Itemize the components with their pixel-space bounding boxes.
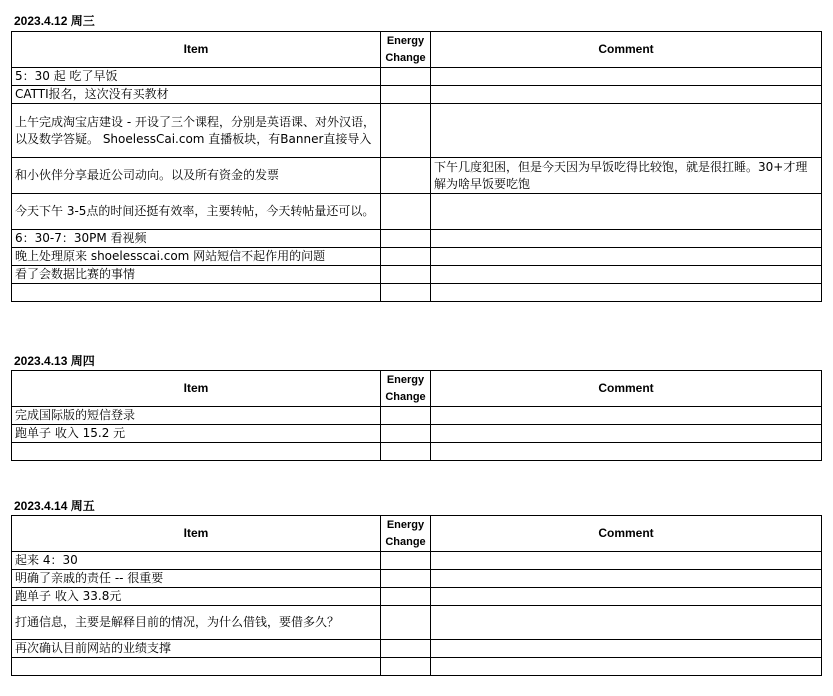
comment-cell[interactable] bbox=[431, 104, 822, 158]
item-cell[interactable]: 明确了亲戚的责任 -- 很重要 bbox=[12, 570, 381, 588]
table-row bbox=[12, 658, 822, 676]
table-row bbox=[12, 588, 822, 606]
header-row bbox=[12, 371, 822, 407]
table-row bbox=[12, 104, 822, 158]
energy-header-line1: Energy bbox=[386, 34, 425, 47]
item-cell[interactable]: 打通信息，主要是解释目前的情况，为什么借钱，要借多久？ bbox=[12, 606, 381, 640]
energy-cell[interactable] bbox=[381, 407, 431, 425]
item-header: Item bbox=[12, 32, 381, 68]
item-cell[interactable]: 跑单子 收入 33.8元 bbox=[12, 588, 381, 606]
comment-cell[interactable]: 下午几度犯困，但是今天因为早饭吃得比较饱，就是很扛睡。30+才理解为啥早饭要吃饱 bbox=[431, 158, 822, 194]
energy-cell[interactable] bbox=[381, 425, 431, 443]
table-row bbox=[12, 68, 822, 86]
energy-header-line2: Change bbox=[385, 390, 426, 403]
item-cell[interactable]: 再次确认目前网站的业绩支撑 bbox=[12, 640, 381, 658]
energy-cell[interactable] bbox=[381, 104, 431, 158]
table-row bbox=[12, 640, 822, 658]
comment-cell[interactable] bbox=[431, 86, 822, 104]
item-cell[interactable]: 完成国际版的短信登录 bbox=[12, 407, 381, 425]
journal-table bbox=[11, 370, 822, 461]
energy-cell[interactable] bbox=[381, 86, 431, 104]
energy-header bbox=[381, 371, 431, 407]
item-cell[interactable]: CATTI报名，这次没有买教材 bbox=[12, 86, 381, 104]
energy-cell[interactable] bbox=[381, 158, 431, 194]
header-row bbox=[12, 516, 822, 552]
table-row bbox=[12, 443, 822, 461]
energy-cell[interactable] bbox=[381, 606, 431, 640]
energy-cell[interactable] bbox=[381, 552, 431, 570]
table-row bbox=[12, 552, 822, 570]
comment-cell[interactable] bbox=[431, 194, 822, 230]
comment-cell[interactable] bbox=[431, 552, 822, 570]
journal-table bbox=[11, 515, 822, 676]
comment-cell[interactable] bbox=[431, 588, 822, 606]
energy-header bbox=[381, 32, 431, 68]
comment-header: Comment bbox=[431, 371, 822, 407]
item-header: Item bbox=[12, 371, 381, 407]
date-heading: 2023.4.14 周五 bbox=[14, 499, 95, 513]
table-row bbox=[12, 248, 822, 266]
energy-header-line1: Energy bbox=[386, 373, 425, 386]
journal-table bbox=[11, 31, 822, 302]
comment-cell[interactable] bbox=[431, 407, 822, 425]
date-heading: 2023.4.13 周四 bbox=[14, 354, 95, 368]
table-row bbox=[12, 284, 822, 302]
item-header: Item bbox=[12, 516, 381, 552]
energy-header-line2: Change bbox=[385, 51, 426, 64]
table-row bbox=[12, 407, 822, 425]
energy-cell[interactable] bbox=[381, 570, 431, 588]
comment-cell[interactable] bbox=[431, 606, 822, 640]
energy-cell[interactable] bbox=[381, 284, 431, 302]
item-cell[interactable]: 起来 4：30 bbox=[12, 552, 381, 570]
item-cell[interactable] bbox=[12, 443, 381, 461]
comment-cell[interactable] bbox=[431, 658, 822, 676]
comment-cell[interactable] bbox=[431, 266, 822, 284]
table-row bbox=[12, 606, 822, 640]
energy-header bbox=[381, 516, 431, 552]
energy-cell[interactable] bbox=[381, 68, 431, 86]
comment-cell[interactable] bbox=[431, 570, 822, 588]
item-cell[interactable]: 跑单子 收入 15.2 元 bbox=[12, 425, 381, 443]
item-cell[interactable]: 看了会数据比赛的事情 bbox=[12, 266, 381, 284]
date-heading: 2023.4.12 周三 bbox=[14, 14, 95, 28]
energy-cell[interactable] bbox=[381, 640, 431, 658]
energy-cell[interactable] bbox=[381, 230, 431, 248]
comment-cell[interactable] bbox=[431, 640, 822, 658]
item-cell[interactable]: 上午完成淘宝店建设 - 开设了三个课程，分别是英语课、对外汉语，以及数学答疑。 ShoelessCai.com 直播板块，有Banner直接导入 bbox=[12, 104, 381, 158]
item-cell[interactable]: 晚上处理原来 shoelesscai.com 网站短信不起作用的问题 bbox=[12, 248, 381, 266]
comment-header: Comment bbox=[431, 32, 822, 68]
energy-cell[interactable] bbox=[381, 658, 431, 676]
comment-cell[interactable] bbox=[431, 443, 822, 461]
table-row bbox=[12, 230, 822, 248]
comment-cell[interactable] bbox=[431, 425, 822, 443]
table-row bbox=[12, 266, 822, 284]
comment-header: Comment bbox=[431, 516, 822, 552]
comment-cell[interactable] bbox=[431, 230, 822, 248]
table-row bbox=[12, 425, 822, 443]
energy-header-line1: Energy bbox=[386, 518, 425, 531]
energy-cell[interactable] bbox=[381, 588, 431, 606]
comment-cell[interactable] bbox=[431, 68, 822, 86]
energy-cell[interactable] bbox=[381, 194, 431, 230]
energy-cell[interactable] bbox=[381, 266, 431, 284]
energy-cell[interactable] bbox=[381, 248, 431, 266]
table-row bbox=[12, 86, 822, 104]
comment-cell[interactable] bbox=[431, 284, 822, 302]
item-cell[interactable]: 5：30 起 吃了早饭 bbox=[12, 68, 381, 86]
table-row bbox=[12, 158, 822, 194]
item-cell[interactable] bbox=[12, 658, 381, 676]
item-cell[interactable]: 6：30-7：30PM 看视频 bbox=[12, 230, 381, 248]
header-row bbox=[12, 32, 822, 68]
table-row bbox=[12, 194, 822, 230]
item-cell[interactable]: 和小伙伴分享最近公司动向。以及所有资金的发票 bbox=[12, 158, 381, 194]
energy-header-line2: Change bbox=[385, 535, 426, 548]
item-cell[interactable] bbox=[12, 284, 381, 302]
item-cell[interactable]: 今天下午 3-5点的时间还挺有效率，主要转帖，今天转帖量还可以。 bbox=[12, 194, 381, 230]
energy-cell[interactable] bbox=[381, 443, 431, 461]
table-row bbox=[12, 570, 822, 588]
comment-cell[interactable] bbox=[431, 248, 822, 266]
